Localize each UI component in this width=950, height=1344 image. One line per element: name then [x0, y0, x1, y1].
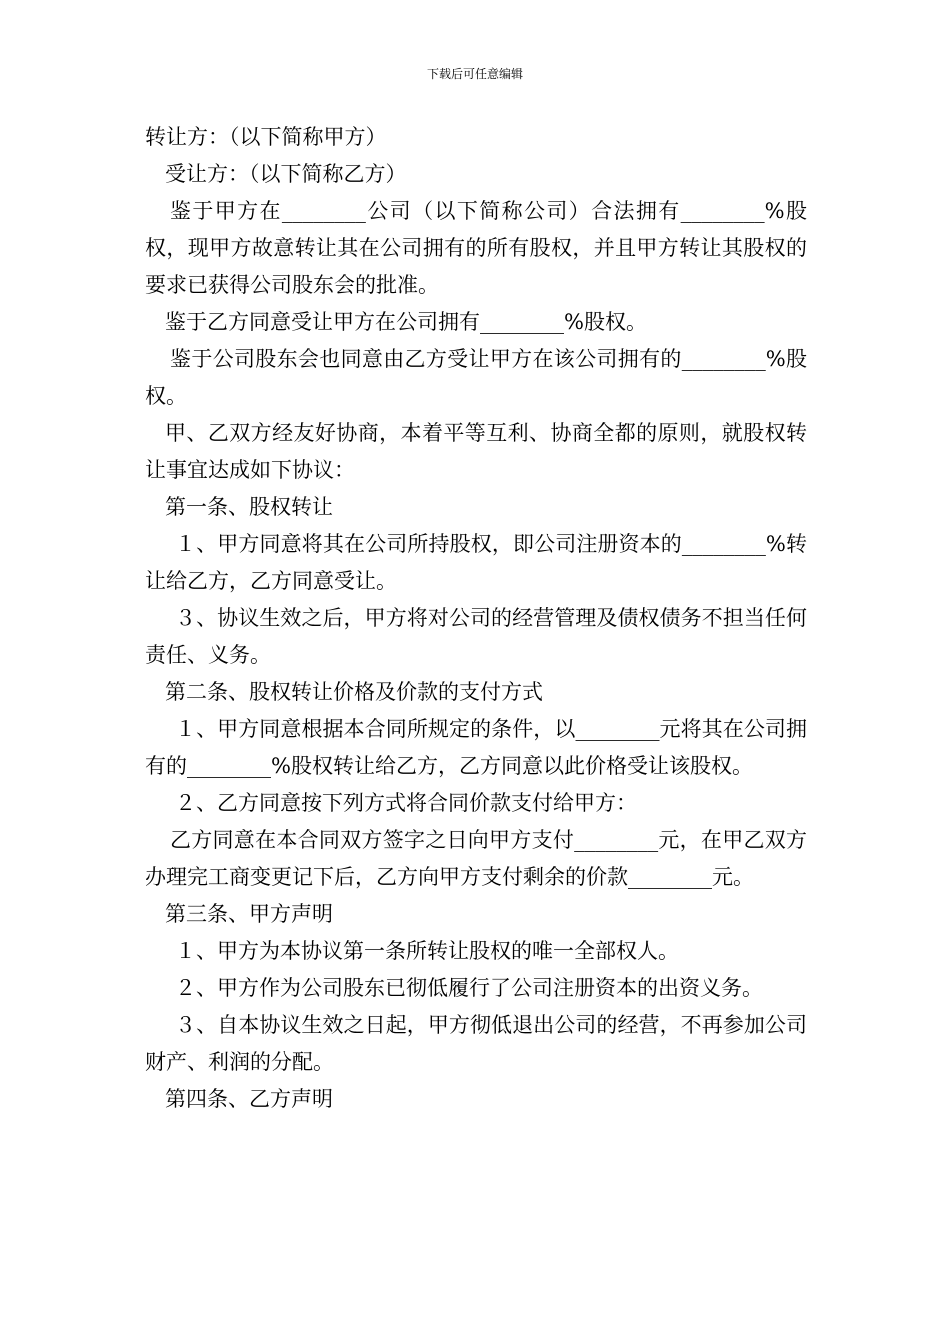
- clause-paragraph: ３、协议生效之后，甲方将对公司的经营管理及债权债务不担当任何责任、义务。: [145, 606, 807, 667]
- recital-paragraph: 鉴于公司股东会也同意由乙方受让甲方在该公司拥有的________%股权。: [145, 347, 807, 408]
- document-body: [145, 119, 807, 1118]
- recital-paragraph: 鉴于乙方同意受让甲方在公司拥有________%股权。: [165, 310, 647, 334]
- clause-paragraph: １、甲方为本协议第一条所转让股权的唯一全部权人。: [175, 939, 679, 963]
- agreement-intro: 甲、乙双方经友好协商，本着平等互利、协商全都的原则，就股权转让事宜达成如下协议：: [145, 421, 807, 482]
- party-b-line: 受让方：（以下简称乙方）: [165, 162, 407, 186]
- article-heading: 第一条、股权转让: [165, 495, 333, 519]
- article-heading: 第三条、甲方声明: [165, 902, 333, 926]
- article-heading: 第四条、乙方声明: [165, 1087, 333, 1111]
- article-heading: 第二条、股权转让价格及价款的支付方式: [165, 680, 543, 704]
- clause-paragraph: １、甲方同意根据本合同所规定的条件，以________元将其在公司拥有的________%股权转让给乙方，乙方同意以此价格受让该股权。: [145, 717, 807, 778]
- clause-paragraph: ２、甲方作为公司股东已彻低履行了公司注册资本的出资义务。: [175, 976, 763, 1000]
- page-header: 下载后可任意编辑: [426, 67, 523, 81]
- clause-paragraph: 乙方同意在本合同双方签字之日向甲方支付________元，在甲乙双方办理完工商变更记下后，乙方向甲方支付剩余的价款________元。: [145, 828, 807, 889]
- recital-paragraph: 鉴于甲方在________公司（以下简称公司）合法拥有________%股权，现甲方故意转让其在公司拥有的所有股权，并且甲方转让其股权的要求已获得公司股东会的批准。: [145, 199, 807, 297]
- clause-paragraph: ２、乙方同意按下列方式将合同价款支付给甲方：: [175, 791, 637, 815]
- clause-paragraph: ３、自本协议生效之日起，甲方彻低退出公司的经营，不再参加公司财产、利润的分配。: [145, 1013, 807, 1074]
- party-a-line: 转让方：（以下简称甲方）: [145, 125, 387, 149]
- clause-paragraph: １、甲方同意将其在公司所持股权，即公司注册资本的________%转让给乙方，乙方同意受让。: [145, 532, 807, 593]
